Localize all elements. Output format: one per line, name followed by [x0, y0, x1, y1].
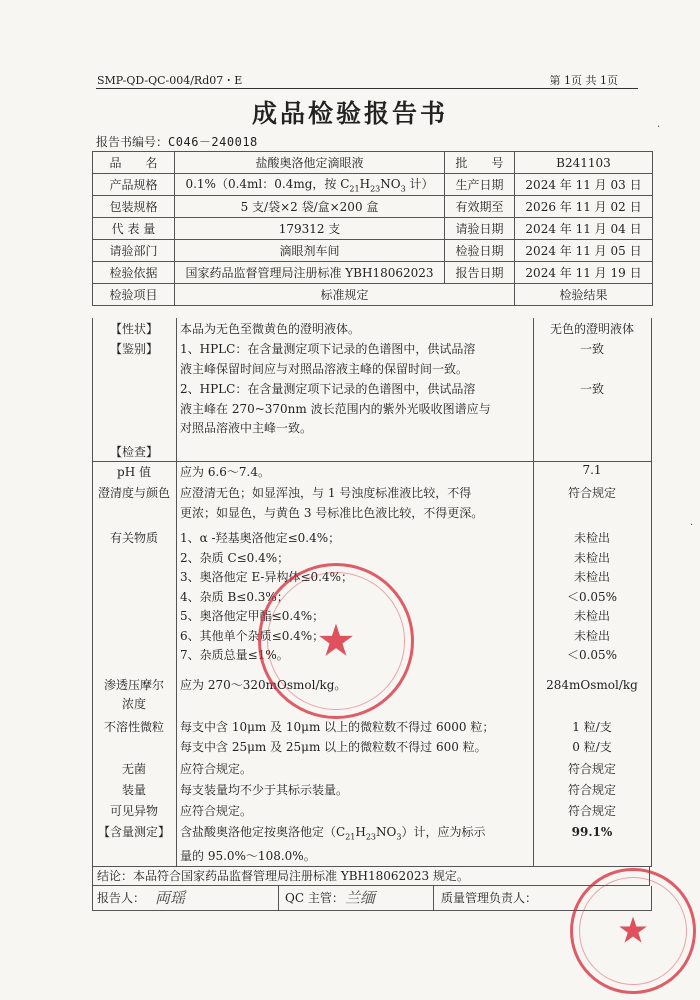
related-substances-label: 有关物质: [109, 531, 158, 545]
list-item: 未检出: [573, 570, 610, 584]
product-info-table: [92, 151, 653, 306]
spec-label: 产品规格: [93, 174, 175, 196]
appearance-result: 无色的澄明液体: [549, 322, 634, 336]
visible-particles-label: 可见异物: [109, 804, 158, 818]
signature-divider: [433, 886, 434, 910]
table-row: [93, 152, 653, 174]
list-item: 5、奥洛他定甲酯≤0.4%；: [180, 609, 325, 623]
col-std-header: 标准规定: [175, 284, 515, 306]
list-item: 未检出: [573, 550, 610, 565]
request-date-label: 请验日期: [445, 218, 515, 240]
scan-mark: ·: [690, 520, 694, 531]
expiry-label: 有效期至: [445, 196, 515, 218]
mfg-date: 2024 年 11 月 03 日: [515, 174, 653, 196]
basis-label: 检验依据: [93, 262, 175, 284]
fill-volume-std: 每支装量均不少于其标示装量。: [180, 783, 349, 797]
page-title: 成品检验报告书: [251, 99, 448, 128]
ph-std: 应为 6.6～7.4。: [180, 465, 270, 479]
visible-particles-std: 应符合规定。: [180, 804, 253, 818]
osmolality-result: 284mOsmol/kg: [546, 678, 638, 692]
table-header-row: [93, 284, 653, 306]
list-item: 未检出: [573, 609, 610, 623]
assay-result: 99.1%: [571, 825, 613, 839]
fill-volume-label: 装量: [121, 783, 146, 797]
inspect-date: 2024 年 11 月 05 日: [515, 240, 653, 262]
page-info: 第 1页 共 1页: [549, 74, 618, 87]
dept-label: 请验部门: [93, 240, 175, 262]
qc-supervisor-label: QC 主管：: [285, 891, 344, 905]
mfg-date-label: 生产日期: [445, 174, 515, 196]
list-item: 1、α -羟基奥洛他定≤0.4%；: [180, 531, 341, 545]
list-item: ＜0.05%: [566, 648, 618, 662]
sterility-std: 应符合规定。: [180, 762, 253, 776]
visible-particles-result: 符合规定: [567, 804, 616, 818]
ident2-std: 2、HPLC：在含量测定项下记录的色谱图中，供试品溶 液主峰在 270~370nm 波长范围内的紫外光吸收图谱应与 对照品溶液中主峰一致。: [180, 382, 491, 435]
list-item: 2、杂质 C≤0.4%；: [180, 550, 290, 565]
spec-value: 0.1%（0.4ml：0.4mg，按 $C_{21}H_{23}NO_3$ 计）: [175, 174, 445, 196]
request-date: 2024 年 11 月 04 日: [515, 218, 653, 240]
particle-std: 每支中含 10μm 及 10μm 以上的微粒数不得过 6000 粒； 每支中含 25μm 及 25μm 以上的微粒数不得过 600 粒。: [180, 720, 495, 754]
list-item: 未检出: [573, 531, 610, 545]
column-divider: [533, 318, 534, 866]
clarity-label: 澄清度与颜色: [97, 486, 170, 500]
table-row: [93, 218, 653, 240]
header-divider: [96, 88, 638, 89]
col-result-header: 检验结果: [515, 284, 653, 306]
pack-label: 包装规格: [93, 196, 175, 218]
ident1-std: 1、HPLC：在含量测定项下记录的色谱图中，供试品溶 液主峰保留时间应与对照品溶液主峰的保留时间一致。: [180, 342, 476, 376]
assay-std: 含盐酸奥洛他定按奥洛他定$(C_{21}H_{23}NO_3)$计，应为标示 量的 95.0%～108.0%。: [180, 825, 486, 863]
conclusion: 结论：本品符合国家药品监督管理局注册标准 YBH18062023 规定。: [92, 866, 650, 886]
particle-label: 不溶性微粒: [103, 720, 164, 734]
appearance-std: 本品为无色至微黄色的澄明液体。: [180, 322, 361, 336]
reporter-label: 报告人：: [97, 891, 146, 905]
check-label: 【检查】: [109, 445, 158, 459]
report-number-label: 报告书编号：: [96, 135, 169, 149]
report-number-value: C046－240018: [168, 135, 258, 149]
reporter-signature: 両瑶: [155, 889, 186, 907]
list-item: 6、其他单个杂质≤0.4%；: [180, 628, 325, 643]
scan-mark: ·: [657, 122, 661, 133]
ident1-result: 一致: [579, 342, 604, 356]
assay-label: 【含量测定】: [97, 825, 170, 839]
document-code: SMP-QD-QC-004/Rd07・E: [97, 74, 243, 87]
table-row: [93, 240, 653, 262]
ph-result: 7.1: [582, 463, 602, 477]
column-divider: [176, 318, 177, 866]
product-name: 盐酸奥洛他定滴眼液: [175, 152, 445, 174]
batch-value: B241103: [515, 152, 653, 174]
list-item: ＜0.05%: [566, 589, 618, 604]
batch-label: 批 号: [445, 152, 515, 174]
particle-results: 1 粒/支 0 粒/支: [572, 720, 612, 754]
qa-manager-label: 质量管理负责人：: [441, 891, 538, 905]
rep-qty: 179312 支: [175, 218, 445, 240]
signature-divider: [278, 886, 279, 910]
rep-qty-label: 代 表 量: [93, 218, 175, 240]
list-item: 7、杂质总量≤1%。: [180, 648, 289, 662]
appearance-label: 【性状】: [109, 322, 158, 336]
signature-row: [92, 886, 652, 911]
osmolality-std: 应为 270～320mOsmol/kg。: [180, 678, 347, 692]
list-item: 3、奥洛他定 E-异构体≤0.4%；: [180, 570, 354, 584]
table-row: [93, 174, 653, 196]
list-item: 未检出: [573, 628, 610, 643]
company-seal-stamp: ★: [258, 563, 414, 719]
report-date-label: 报告日期: [445, 262, 515, 284]
ident2-result: 一致: [579, 382, 604, 396]
ph-label: pH 值: [117, 465, 151, 479]
related-substances-results: [536, 529, 648, 666]
table-row: [93, 262, 653, 284]
sterility-result: 符合规定: [567, 762, 616, 776]
sterility-label: 无菌: [121, 762, 146, 776]
report-date: 2024 年 11 月 19 日: [515, 262, 653, 284]
dept-value: 滴眼剂车间: [175, 240, 445, 262]
basis-value: 国家药品监督管理局注册标准 YBH18062023: [175, 262, 445, 284]
col-item-header: 检验项目: [93, 284, 175, 306]
product-name-label: 品 名: [93, 152, 175, 174]
qc-supervisor-signature: 兰缅: [345, 889, 376, 907]
expiry-date: 2026 年 11 月 02 日: [515, 196, 653, 218]
fill-volume-result: 符合规定: [567, 783, 616, 797]
clarity-result: 符合规定: [567, 486, 616, 500]
report-number: [96, 133, 258, 150]
ident-label: 【鉴别】: [109, 342, 158, 356]
table-row: [93, 196, 653, 218]
list-item: 4、杂质 B≤0.3%；: [180, 589, 289, 604]
clarity-std: 应澄清无色；如显浑浊，与 1 号浊度标准液比较，不得 更浓；如显色，与黄色 3 号标准比色液比较，不得更深。: [180, 486, 484, 520]
inspect-date-label: 检验日期: [445, 240, 515, 262]
pack-value: 5 支/袋×2 袋/盒×200 盒: [175, 196, 445, 218]
osmolality-label: 渗透压摩尔 浓度: [103, 678, 164, 711]
quality-dept-stamp: ★: [570, 868, 696, 994]
